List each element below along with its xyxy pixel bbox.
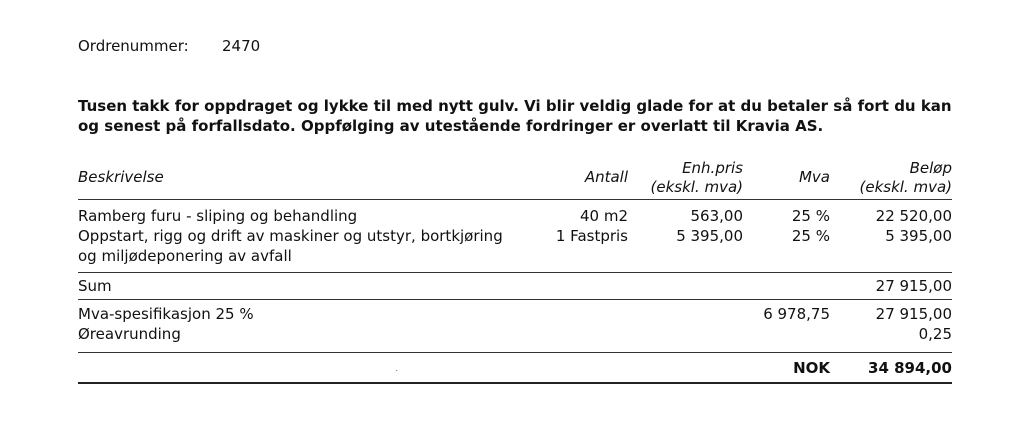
vat-spec-row [78, 300, 952, 325]
total-marker: . [78, 353, 518, 384]
header-unit-price-line1: Enh.pris [682, 158, 743, 177]
total-row [78, 353, 952, 384]
header-unit-price-line2: (ekskl. mva) [650, 177, 743, 196]
thank-you-message: Tusen takk for oppdraget og lykke til med nytt gulv. Vi blir veldig glade for at du betaler så fort du kan og senest på forfallsdato. Oppfølging av utestående fordringer er overlatt til Kravia AS. [78, 97, 952, 135]
rounding-label: Øreavrunding [78, 325, 181, 343]
sum-row [78, 273, 952, 300]
row-description: Ramberg furu - sliping og behandling [78, 207, 358, 225]
vat-spec-label: Mva-spesifikasjon 25 % [78, 305, 254, 323]
row-quantity: 40 m2 [579, 207, 628, 225]
sum-amount: 27 915,00 [830, 273, 952, 300]
table-header-row [78, 156, 952, 200]
header-unit-price [628, 156, 743, 200]
row-amount: 5 395,00 [885, 227, 952, 245]
header-amount-line2: (ekskl. mva) [859, 177, 952, 196]
row-vat: 25 % [791, 227, 830, 245]
header-description: Beskrivelse [78, 156, 518, 200]
order-number-value: 2470 [222, 37, 261, 55]
total-currency: NOK [743, 353, 830, 384]
total-amount: 34 894,00 [830, 353, 952, 384]
rounding-row [78, 324, 952, 353]
table-row [78, 226, 952, 273]
invoice-table [78, 156, 952, 384]
rounding-amount: 0,25 [918, 325, 952, 343]
header-amount [830, 156, 952, 200]
vat-spec-base: 27 915,00 [875, 305, 952, 323]
row-amount: 22 520,00 [875, 207, 952, 225]
header-amount-line1: Beløp [909, 158, 952, 177]
vat-spec-vat-amount: 6 978,75 [763, 305, 830, 323]
row-vat: 25 % [791, 207, 830, 225]
row-quantity: 1 Fastpris [555, 227, 628, 245]
table-row [78, 200, 952, 227]
order-number-line [78, 37, 260, 55]
row-unit-price: 563,00 [690, 207, 743, 225]
sum-label: Sum [78, 273, 518, 300]
row-unit-price: 5 395,00 [676, 227, 743, 245]
row-description: Oppstart, rigg og drift av maskiner og utstyr, bortkjøring og miljødeponering av avfall [78, 227, 503, 265]
header-quantity: Antall [518, 156, 628, 200]
order-number-label: Ordrenummer: [78, 37, 189, 55]
header-vat: Mva [743, 156, 830, 200]
